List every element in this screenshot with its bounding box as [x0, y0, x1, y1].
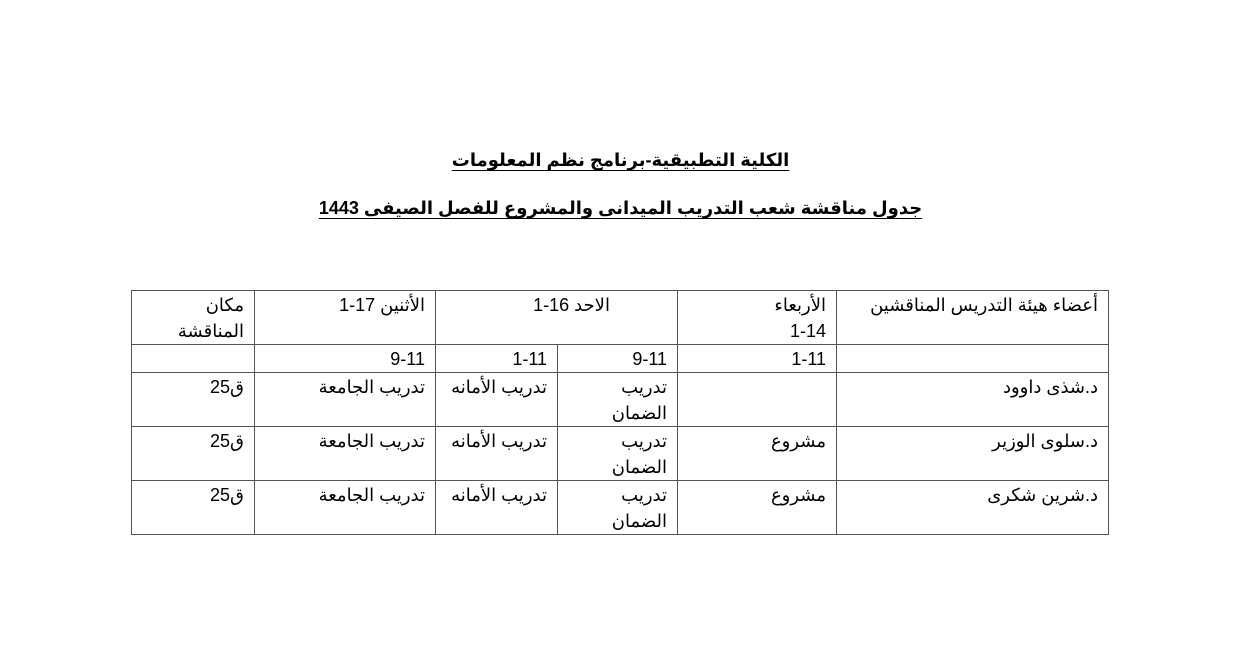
sunday-cell-2: تدريب الأمانه: [436, 427, 558, 481]
place-cell: ق25: [132, 373, 255, 427]
schedule-table: [131, 290, 1109, 535]
subheader-sunday-time-1: 9-11: [558, 345, 678, 373]
sunday-cell-2: تدريب الأمانه: [436, 481, 558, 535]
table-header-row: [132, 291, 1109, 345]
subheader-monday-time: 9-11: [255, 345, 436, 373]
table-subheader-row: [132, 345, 1109, 373]
monday-cell: تدريب الجامعة: [255, 427, 436, 481]
header-monday: الأثنين 17-1: [255, 291, 436, 345]
header-place: مكان المناقشة: [132, 291, 255, 345]
sunday-cell-2: تدريب الأمانه: [436, 373, 558, 427]
wednesday-cell: [678, 373, 837, 427]
sunday-cell-1: تدريب الضمان: [558, 373, 678, 427]
document-subtitle: [0, 198, 1241, 219]
place-cell: ق25: [132, 427, 255, 481]
header-sunday: الاحد 16-1: [436, 291, 678, 345]
header-wednesday-date: 1-14: [789, 321, 827, 341]
title-line-1: الكلية التطبيقية-برنامج نظم المعلومات: [451, 150, 790, 170]
sunday-cell-1: تدريب الضمان: [558, 427, 678, 481]
subheader-sunday-time-2: 1-11: [436, 345, 558, 373]
subheader-faculty-empty: [837, 345, 1109, 373]
title-line-2: جدول مناقشة شعب التدريب الميدانى والمشروع للفصل الصيفى 1443: [318, 198, 923, 218]
header-wednesday: [678, 291, 837, 345]
header-faculty: أعضاء هيئة التدريس المناقشين: [837, 291, 1109, 345]
wednesday-cell: مشروع: [678, 427, 837, 481]
faculty-name: د.شرين شكرى: [837, 481, 1109, 535]
place-cell: ق25: [132, 481, 255, 535]
header-wednesday-label: الأربعاء: [774, 295, 827, 315]
sunday-cell-1: تدريب الضمان: [558, 481, 678, 535]
table-row: [132, 427, 1109, 481]
subheader-wednesday-time: 1-11: [678, 345, 837, 373]
table-row: [132, 373, 1109, 427]
subheader-place-empty: [132, 345, 255, 373]
wednesday-cell: مشروع: [678, 481, 837, 535]
table-row: [132, 481, 1109, 535]
faculty-name: د.سلوى الوزير: [837, 427, 1109, 481]
monday-cell: تدريب الجامعة: [255, 481, 436, 535]
faculty-name: د.شذى داوود: [837, 373, 1109, 427]
document-title: [0, 150, 1241, 171]
monday-cell: تدريب الجامعة: [255, 373, 436, 427]
